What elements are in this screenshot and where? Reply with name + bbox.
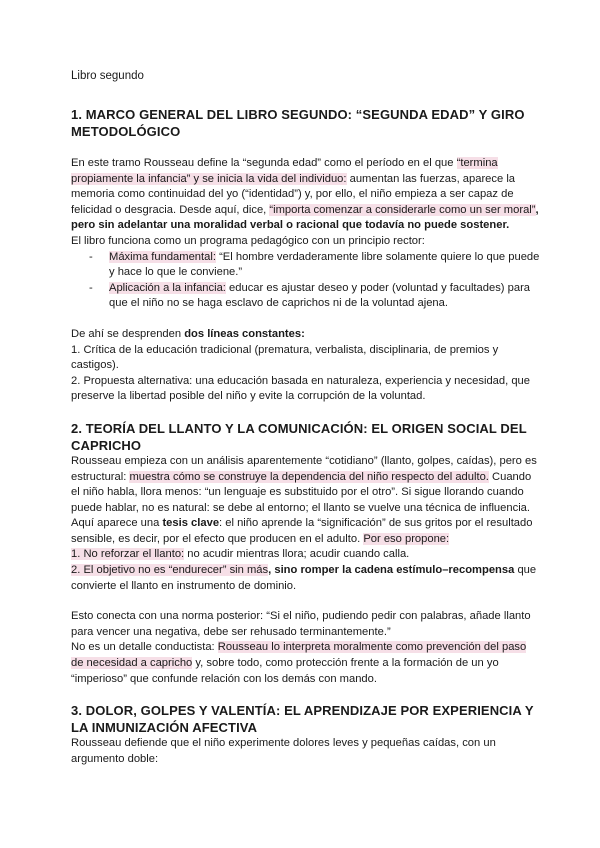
section-1-paragraph-4: 1. Crítica de la educación tradicional (prematura, verbalista, disciplinaria, de premios y castigos). [71, 343, 499, 372]
bold-run: , sino romper la cadena estímulo–recompensa [268, 564, 515, 577]
text-run: Rousseau empieza con un análisis aparentemente “cotidiano” (llanto, golpes, caídas), pero es estructural: [71, 454, 537, 483]
document-title: Libro segundo [71, 70, 144, 82]
text-run: De ahí se desprenden [71, 327, 185, 340]
bold-run: tesis clave [162, 517, 220, 530]
section-2-paragraph-3 [71, 547, 540, 563]
list-item [71, 250, 540, 281]
section-2-paragraph-5: Esto conecta con una norma posterior: “Si el niño, pudiendo pedir con palabras, añade llanto para vencer una negativa, debe ser rehusado terminantemente.” [71, 610, 531, 638]
principles-list [71, 250, 540, 312]
text-run: no acudir mientras llora; acudir cuando calla. [184, 548, 410, 561]
text-run: y, sobre todo, como protección frente a la formación de un yo “imperioso” que confunde relación con los demás con mando. [71, 657, 499, 685]
section-3-paragraph-1: Rousseau defiende que el niño experimente dolores leves y pequeñas caídas, con un argumento doble: [71, 737, 496, 765]
highlight-run: Rousseau lo interpreta moralmente como prevención del paso de necesidad a capricho [71, 641, 527, 670]
section-2-heading: 2. TEORÍA DEL LLANTO Y LA COMUNICACIÓN: EL ORIGEN SOCIAL DEL CAPRICHO [71, 420, 527, 453]
highlight-run: 1. No reforzar el llanto: [71, 548, 185, 561]
text-run: Aquí aparece una [71, 517, 163, 530]
text-run: : el niño aprende la “significación” de sus gritos por el resultado sensible, es decir, por el efecto que producen en el adulto. [71, 517, 533, 545]
highlight-run: “importa comenzar a considerarle como un ser moral” [269, 203, 536, 216]
section-3-heading: 3. DOLOR, GOLPES Y VALENTÍA: EL APRENDIZAJE POR EXPERIENCIA Y LA INMUNIZACIÓN AFECTIVA [71, 703, 534, 736]
section-1-paragraph-2: El libro funciona como un programa pedagógico con un principio rector: [71, 234, 425, 247]
text-run: que convierte el llanto en instrumento de dominio. [71, 564, 537, 592]
bold-run: dos líneas constantes: [184, 327, 305, 340]
list-item-label: Máxima fundamental: [109, 250, 216, 263]
section-1-paragraph-1 [71, 156, 540, 234]
section-2-paragraph-4 [71, 563, 540, 594]
section-2-paragraph-6 [71, 640, 540, 687]
list-item-text: “El hombre verdaderamente libre solamente quiere lo que puede y hace lo que le conviene.” [109, 250, 540, 279]
bold-run: , pero sin adelantar una moralidad verbal o racional que todavía no puede sostener. [71, 203, 539, 232]
list-item-text: educar es ajustar deseo y poder (voluntad y facultades) para que el niño no se haga esclavo de caprichos ni de la voluntad ajena. [109, 281, 531, 310]
dash-bullet-icon: - [89, 250, 93, 263]
highlight-run: “termina propiamente la infancia” y se inicia la vida del individuo: [71, 157, 498, 185]
text-run: Cuando el niño habla, llora menos: “un lenguaje es substituido por el otro”. Si sigue llorando cuando puede hablar, no es natural: se debe al entorno; el llanto se vuelve una técnica de influencia. [71, 470, 532, 514]
section-2-paragraph-2 [71, 516, 540, 547]
highlight-run: muestra cómo se construye la dependencia del niño respecto del adulto. [129, 470, 489, 483]
text-run: No es un detalle conductista: [71, 641, 218, 654]
highlight-run: Por eso propone: [363, 532, 450, 545]
section-1-paragraph-5: 2. Propuesta alternativa: una educación basada en naturaleza, experiencia y necesidad, que preserve la libertad posible del niño y evite la corrupción de la voluntad. [71, 374, 531, 403]
text-run: En este tramo Rousseau define la “segunda edad” como el período en el que [71, 157, 457, 169]
text-run: aumentan las fuerzas, aparece la memoria como continuidad del yo (“identidad”) y, por ello, el niño empieza a ser capaz de felicidad o desgracia. Desde aquí, dice, [71, 172, 516, 216]
highlight-run: 2. El objetivo no es “endurecer” sin más [71, 564, 269, 577]
section-1-paragraph-3 [71, 327, 540, 343]
list-item [71, 281, 540, 312]
section-1-heading: 1. MARCO GENERAL DEL LIBRO SEGUNDO: “SEGUNDA EDAD” Y GIRO METODOLÓGICO [71, 107, 525, 139]
section-2-paragraph-1 [71, 454, 540, 516]
list-item-label: Aplicación a la infancia: [109, 281, 226, 294]
dash-bullet-icon: - [89, 281, 93, 294]
